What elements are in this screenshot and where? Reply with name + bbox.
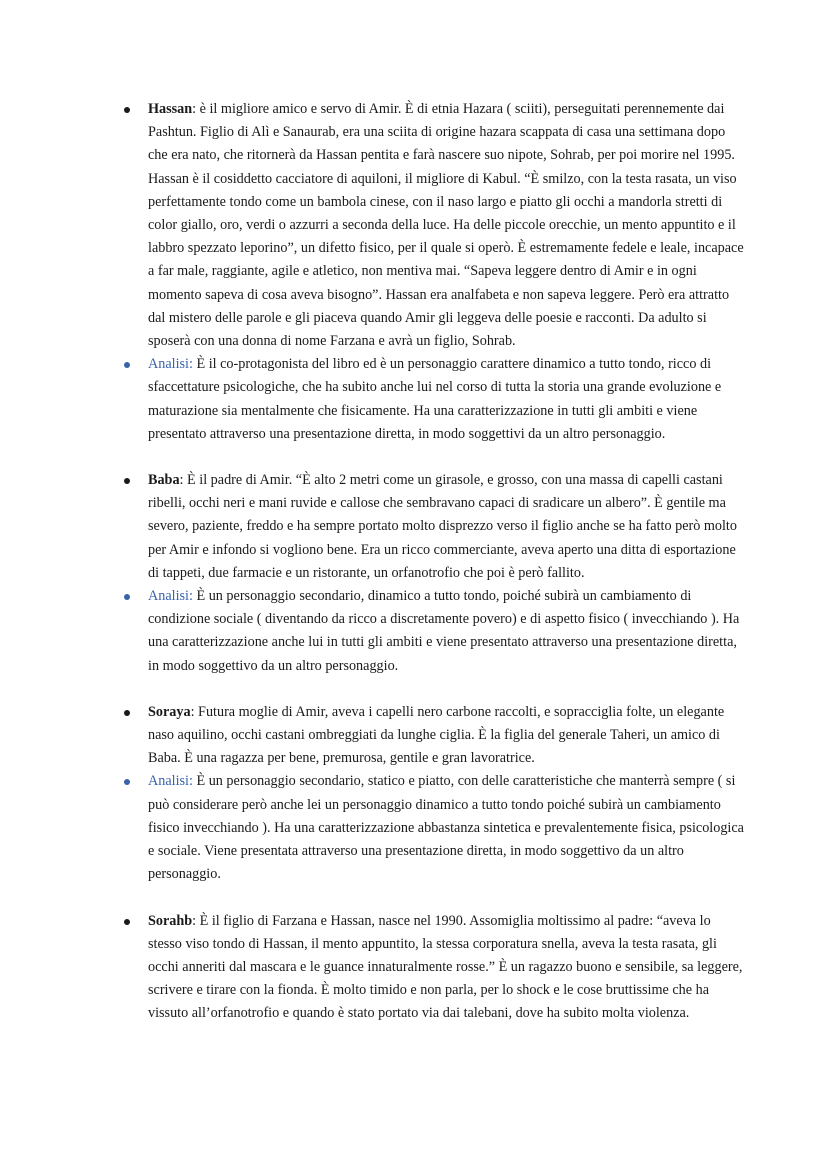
- entry-baba-analisi: [124, 585, 744, 678]
- bullet-icon: [124, 362, 130, 368]
- character-name: Sorahb: [148, 912, 193, 929]
- entry-sorahb: [124, 910, 744, 1026]
- analisi-label: Analisi:: [148, 588, 193, 605]
- analisi-label: Analisi:: [148, 356, 193, 373]
- bullet-icon: [124, 919, 130, 925]
- character-description: : È il figlio di Farzana e Hassan, nasce nel 1990. Assomiglia moltissimo al padre: “aveva lo stesso viso tondo di Hassan, il mento appuntito, la stessa corporatura snella, aveva la testa rasata, gli occhi anneriti dal mascara e le guance innaturalmente rosse.” È un ragazzo buono e sensibile, sa leggere, scrivere e tirare con la fionda. È molto timido e non parla, per lo shock e le cose bruttissime che ha vissuto all’orfanotrofio e quando è stato portato via dai talebani, dove ha subito molta violenza.: [148, 912, 743, 1022]
- entry-hassan: [124, 98, 744, 353]
- character-description: : Futura moglie di Amir, aveva i capelli nero carbone raccolti, e sopracciglia folte, un elegante naso aquilino, occhi castani ombreggiati da lunghe ciglia. È la figlia del generale Taheri, un amico di Baba. È una ragazza per bene, premurosa, gentile e gran lavoratrice.: [148, 703, 725, 767]
- bullet-icon: [124, 107, 130, 113]
- analisi-text: È il co-protagonista del libro ed è un personaggio carattere dinamico a tutto tondo, ricco di sfaccettature psicologiche, che ha subito anche lui nel corso di tutta la storia una grande evoluzione e maturazione sia mentalmente che fisicamente. Ha una caratterizzazione in tutti gli ambiti e viene presentato attraverso una presentazione diretta, in modo soggettivi da un altro personaggio.: [148, 356, 722, 442]
- bullet-icon: [124, 478, 130, 484]
- character-description: : è il migliore amico e servo di Amir. È di etnia Hazara ( sciiti), perseguitati perennemente dai Pashtun. Figlio di Alì e Sanaurab, era una sciita di origine hazara scappata di casa una settimana dopo che era nato, che ritornerà da Hassan pentita e farà nascere suo nipote, Sohrab, per poi morire nel 1995. Hassan è il cosiddetto cacciatore di aquiloni, il migliore di Kabul. “È smilzo, con la testa rasata, un viso perfettamente tondo come un bambola cinese, con il naso largo e piatto gli occhi a mandorla stretti di color giallo, oro, verdi o azzurri a seconda della luce. Ha delle piccole orecchie, un mento appuntito e il labbro spezzato leporino”, un difetto fisico, per il quale si operò. È estremamente fedele e leale, incapace a far male, raggiante, agile e atletico, non mentiva mai. “Sapeva leggere dentro di Amir e in ogni momento sapeva di cosa aveva bisogno”. Hassan era analfabeta e non sapeva leggere. Però era attratto dal mistero delle parole e gli piaceva quando Amir gli leggeva delle poesie e racconti. Da adulto si sposerà con una donna di nome Farzana e avrà un figlio, Sohrab.: [148, 101, 744, 350]
- analisi-text: È un personaggio secondario, statico e piatto, con delle caratteristiche che manterrà sempre ( si può considerare però anche lei un personaggio dinamico a tutto tondo poiché subirà un cambiamento fisico invecchiando ). Ha una caratterizzazione abbastanza sintetica e prevalentemente fisica, psicologica e sociale. Viene presentata attraverso una presentazione diretta, in modo soggettivo da un altro personaggio.: [148, 773, 744, 883]
- analisi-text: È un personaggio secondario, dinamico a tutto tondo, poiché subirà un cambiamento di condizione sociale ( diventando da ricco a discretamente povero) e di aspetto fisico ( invecchiando ). Ha una caratterizzazione anche lui in tutti gli ambiti e viene presentato attraverso una presentazione diretta, in modo soggettivo da un altro personaggio.: [148, 588, 740, 674]
- entry-baba: [124, 469, 744, 585]
- bullet-icon: [124, 594, 130, 600]
- character-name: Baba: [148, 472, 180, 489]
- character-list: [124, 98, 744, 1026]
- bullet-icon: [124, 779, 130, 785]
- analisi-label: Analisi:: [148, 773, 193, 790]
- character-name: Hassan: [148, 101, 193, 117]
- bullet-icon: [124, 710, 130, 716]
- character-description: : È il padre di Amir. “È alto 2 metri come un girasole, e grosso, con una massa di capelli castani ribelli, occhi neri e mani ruvide e callose che sembravano capaci di sradicare un albero”. È gentile ma severo, paziente, freddo e ha sempre portato molto disprezzo verso il figlio anche se ha fatto però molto per Amir e infondo si vogliono bene. Era un ricco commerciante, aveva aperto una ditta di esportazione di tappeti, due farmacie e un ristorante, un orfanotrofio che poi è però fallito.: [148, 472, 737, 581]
- entry-soraya: [124, 701, 744, 771]
- entry-soraya-analisi: [124, 770, 744, 886]
- character-name: Soraya: [148, 703, 191, 720]
- entry-hassan-analisi: [124, 353, 744, 446]
